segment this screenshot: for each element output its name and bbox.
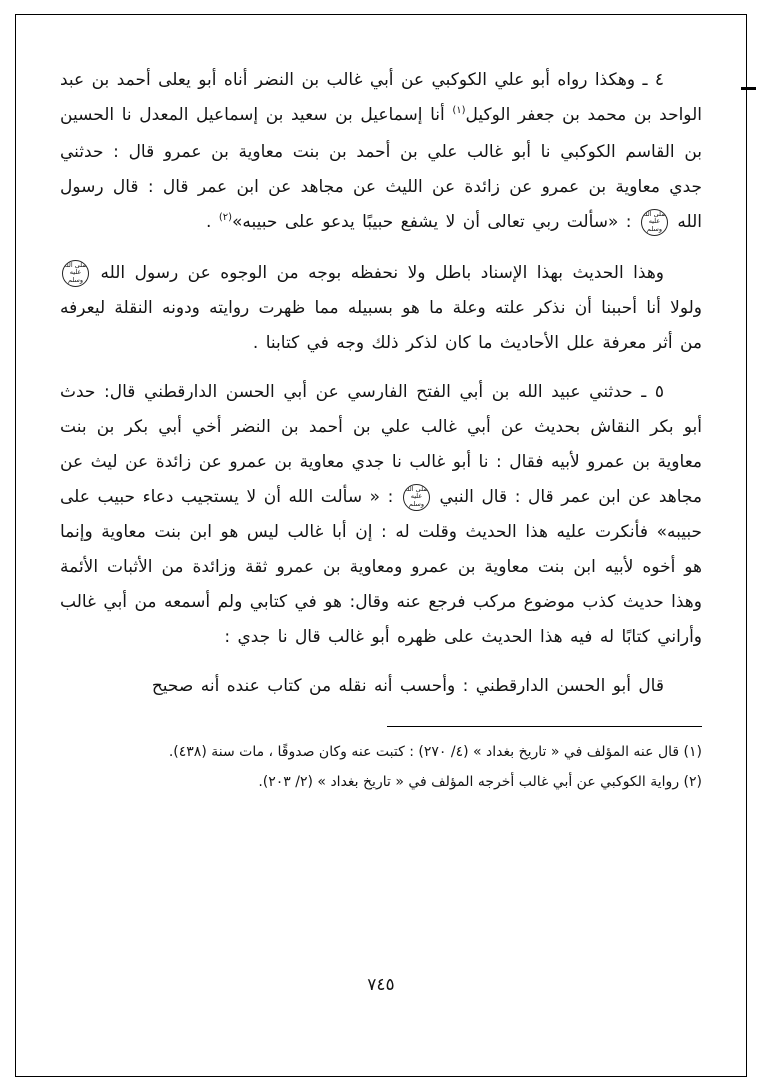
page-number: ٧٤٥ xyxy=(367,975,395,995)
text-run: قال أبو الحسن الدارقطني : وأحسب أنه نقله من كتاب عنده أنه صحيح xyxy=(151,676,664,696)
footnote-item: (١) قال عنه المؤلف في « تاريخ بغداد » (٤/ ٢٧٠) : كتبت عنه وكان صدوقًا ، مات سنة (٤٣٨). xyxy=(168,744,702,760)
text-run: ولولا أنا أحببنا أن نذكر علته وعلة ما هو بسبيله مما ظهرت روايته ودونه النقلة ليعرفه من أثر معرفة علل الأحاديث ما كان لذكر ذلك وجه في كتابنا . xyxy=(60,298,702,353)
paragraph-daraqutni-remark xyxy=(60,669,702,704)
paragraph-entry-5 xyxy=(60,375,702,655)
honorific-seal: صلى الله عليه وسلم xyxy=(403,484,430,511)
text-run: وهذا الحديث بهذا الإسناد باطل ولا نحفظه بوجه من الوجوه عن رسول الله xyxy=(91,263,664,283)
honorific-seal: صلى الله عليه وسلم xyxy=(62,260,89,287)
footnotes xyxy=(60,737,702,797)
text-run: : «سألت ربي تعالى أن لا يشفع حبيبًا يدعو على حبيبه» xyxy=(232,212,639,232)
footnote-marker: (٢) xyxy=(218,212,233,223)
text-run: : « سألت الله أن لا يستجيب دعاء حبيب على حبيبه» فأنكرت عليه هذا الحديث وقلت له : إن أبا غالب ليس هو ابن بنت معاوية وإنما هو أخوه لأبيه ابن بنت معاوية بن عمرو ومعاوية بن عمرو ثقة وزائدة من الأثبات الأئمة وهذا حديث كذب موضوع مركب فرجع عنه وقال: هو في كتابي ولم أسمعه من أبي غالب وأراني كتابًا له فيه هذا الحديث على ظهره أبو غالب قال نا جدي : xyxy=(60,487,702,647)
footnote-separator xyxy=(387,726,702,727)
text-run: أنا إسماعيل بن سعيد بن إسماعيل المعدل نا الحسين بن القاسم الكوكبي نا أبو غالب علي بن أحمد بن بنت معاوية بن عمرو قال : حدثني جدي معاوية بن عمرو عن زائدة عن الليث عن مجاهد عن ابن عمر قال : قال رسول الله xyxy=(60,105,702,232)
footnote-area xyxy=(60,726,702,797)
text-run: ٤ ـ وهكذا رواه أبو علي الكوكبي عن أبي غالب بن النضر أناه أبو يعلى أحمد بن عبد الواحد بن محمد بن جعفر الوكيل xyxy=(60,70,702,125)
paragraph-commentary xyxy=(60,256,702,361)
footnote-item: (٢) رواية الكوكبي عن أبي غالب أخرجه المؤلف في « تاريخ بغداد » (٢/ ٢٠٣). xyxy=(258,774,702,790)
honorific-seal: صلى الله عليه وسلم xyxy=(641,209,668,236)
paragraph-entry-4 xyxy=(60,63,702,242)
footnote-marker: (١) xyxy=(452,105,466,116)
margin-dash-mark xyxy=(741,87,756,90)
page-content xyxy=(60,63,702,797)
page-border xyxy=(15,14,747,1077)
body-text xyxy=(60,63,702,704)
text-run: ٥ ـ حدثني عبيد الله بن أبي الفتح الفارسي عن أبي الحسن الدارقطني قال: حدث أبو بكر النقاش بحديث عن أبي غالب علي بن أحمد بن النضر أخي أبي بكر بن بنت معاوية بن عمرو لأبيه فقال : نا أبو غالب نا جدي معاوية بن عمرو عن زائدة عن ليث عن مجاهد عن ابن عمر قال : قال النبي xyxy=(60,382,702,507)
text-run: . xyxy=(206,212,219,232)
